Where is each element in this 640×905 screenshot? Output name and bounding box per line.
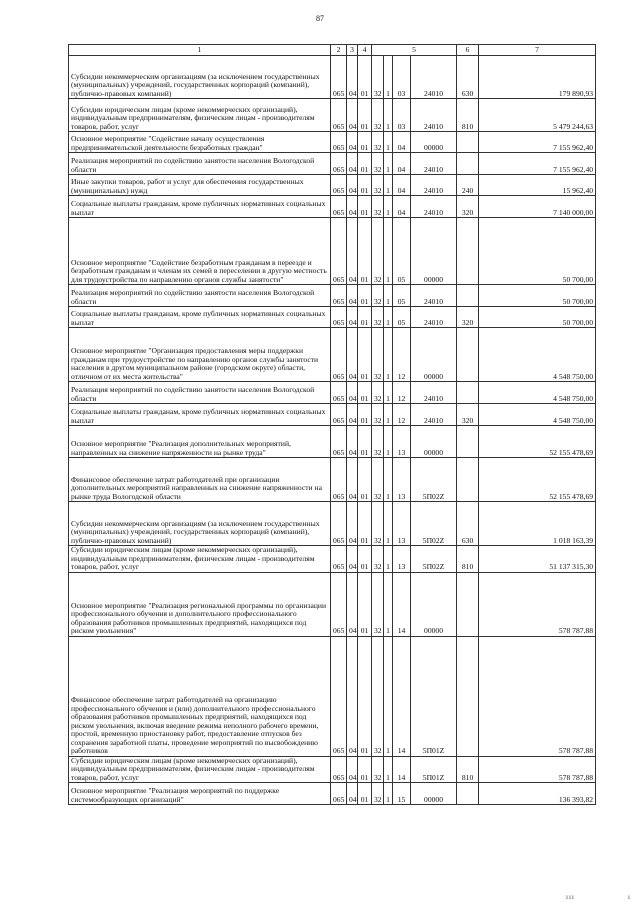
table-row	[69, 756, 596, 783]
table-row	[69, 153, 596, 175]
row-amount: 5 479 244,63	[479, 99, 596, 132]
row-amount: 578 787,88	[479, 636, 596, 756]
target-code-part-3: 14	[393, 572, 411, 636]
row-amount: 578 787,88	[479, 756, 596, 783]
target-code-part-4: 5П02Z	[411, 546, 457, 573]
row-amount: 52 155 478,69	[479, 426, 596, 458]
header-col-7: 7	[479, 45, 596, 56]
header-col-2: 2	[331, 45, 347, 56]
table-row	[69, 382, 596, 404]
row-description: Основное мероприятие "Реализация региональной программы по организации профессионального обучения и дополнительного профессионального образования работников промышленных предприятий, находящихся под риском увольнения"	[69, 572, 331, 636]
row-amount: 578 787,88	[479, 572, 596, 636]
col-3-code: 04	[347, 756, 358, 783]
row-amount: 51 137 315,30	[479, 546, 596, 573]
col-2-code: 065	[331, 382, 347, 404]
col-4-code: 01	[358, 572, 372, 636]
target-code-part-4: 24010	[411, 99, 457, 132]
col-6-code: 320	[457, 404, 479, 426]
row-description: Основное мероприятие "Содействие началу осуществления предпринимательской деятельности безработных граждан"	[69, 132, 331, 153]
col-6-code	[457, 426, 479, 458]
row-description: Основное мероприятие "Организация предоставления меры поддержки гражданам при трудоустройстве по направлению органов службы занятости населения в другом муниципальном районе (городском округе) области, отличном от их места жительства"	[69, 328, 331, 382]
target-code-part-3: 14	[393, 636, 411, 756]
col-4-code: 01	[358, 404, 372, 426]
col-2-code: 065	[331, 636, 347, 756]
target-code-part-2: 1	[384, 132, 393, 153]
row-description: Реализация мероприятий по содействию занятости населения Вологодской области	[69, 285, 331, 307]
col-2-code: 065	[331, 458, 347, 502]
col-4-code: 01	[358, 382, 372, 404]
target-code-part-3: 12	[393, 382, 411, 404]
col-6-code: 240	[457, 175, 479, 196]
row-amount: 15 962,40	[479, 175, 596, 196]
target-code-part-4: 24010	[411, 56, 457, 99]
col-2-code: 065	[331, 218, 347, 285]
target-code-part-4: 5П01Z	[411, 636, 457, 756]
col-6-code	[457, 132, 479, 153]
target-code-part-4: 5П02Z	[411, 502, 457, 546]
row-description: Субсидии юридическим лицам (кроме некоммерческих организаций), индивидуальным предпринимателям, физическим лицам - производителям товаров, работ, услуг	[69, 99, 331, 132]
col-3-code: 04	[347, 328, 358, 382]
target-code-part-3: 12	[393, 328, 411, 382]
target-code-part-2: 1	[384, 218, 393, 285]
row-description: Основное мероприятие "Содействие безработным гражданам в переезде и безработным гражданам и членам их семей в переселении в другую местность для трудоустройства по направлению органов службы занятости"	[69, 218, 331, 285]
row-description: Иные закупки товаров, работ и услуг для обеспечения государственных (муниципальных) нужд	[69, 175, 331, 196]
target-code-part-1: 32	[372, 196, 384, 218]
target-code-part-4: 00000	[411, 426, 457, 458]
col-2-code: 065	[331, 285, 347, 307]
col-2-code: 065	[331, 756, 347, 783]
table-row	[69, 285, 596, 307]
target-code-part-2: 1	[384, 153, 393, 175]
col-6-code	[457, 572, 479, 636]
col-6-code	[457, 783, 479, 805]
col-6-code: 810	[457, 546, 479, 573]
row-description: Социальные выплаты гражданам, кроме публичных нормативных социальных выплат	[69, 307, 331, 328]
target-code-part-1: 32	[372, 328, 384, 382]
col-3-code: 04	[347, 572, 358, 636]
target-code-part-3: 13	[393, 546, 411, 573]
col-6-code	[457, 636, 479, 756]
col-6-code: 810	[457, 99, 479, 132]
target-code-part-1: 32	[372, 132, 384, 153]
target-code-part-4: 24010	[411, 175, 457, 196]
col-4-code: 01	[358, 502, 372, 546]
target-code-part-3: 13	[393, 502, 411, 546]
col-6-code	[457, 328, 479, 382]
col-4-code: 01	[358, 458, 372, 502]
target-code-part-3: 12	[393, 404, 411, 426]
row-amount: 52 155 478,69	[479, 458, 596, 502]
col-4-code: 01	[358, 153, 372, 175]
target-code-part-2: 1	[384, 546, 393, 573]
col-6-code: 320	[457, 307, 479, 328]
col-2-code: 065	[331, 328, 347, 382]
header-col-4: 4	[358, 45, 372, 56]
table-row	[69, 546, 596, 573]
target-code-part-4: 24010	[411, 153, 457, 175]
col-3-code: 04	[347, 307, 358, 328]
col-2-code: 065	[331, 546, 347, 573]
row-description: Финансовое обеспечение затрат работодателей при организации дополнительных мероприятий направленных на снижение напряженности на рынке труда Вологодской области	[69, 458, 331, 502]
col-4-code: 01	[358, 132, 372, 153]
footer-mark: ııı	[566, 893, 575, 901]
col-4-code: 01	[358, 756, 372, 783]
table-row	[69, 56, 596, 99]
col-2-code: 065	[331, 426, 347, 458]
target-code-part-1: 32	[372, 426, 384, 458]
table-row	[69, 196, 596, 218]
col-6-code	[457, 218, 479, 285]
target-code-part-4: 00000	[411, 132, 457, 153]
header-col-5: 5	[372, 45, 457, 56]
table-row	[69, 458, 596, 502]
row-amount: 7 155 962,40	[479, 153, 596, 175]
target-code-part-1: 32	[372, 756, 384, 783]
target-code-part-1: 32	[372, 175, 384, 196]
target-code-part-4: 24010	[411, 307, 457, 328]
target-code-part-2: 1	[384, 175, 393, 196]
target-code-part-2: 1	[384, 572, 393, 636]
row-description: Реализация мероприятий по содействию занятости населения Вологодской области	[69, 153, 331, 175]
header-col-1: 1	[69, 45, 331, 56]
target-code-part-1: 32	[372, 572, 384, 636]
table-row	[69, 218, 596, 285]
col-6-code: 630	[457, 502, 479, 546]
col-3-code: 04	[347, 502, 358, 546]
col-3-code: 04	[347, 218, 358, 285]
header-row	[69, 45, 596, 56]
target-code-part-2: 1	[384, 328, 393, 382]
target-code-part-4: 00000	[411, 783, 457, 805]
col-3-code: 04	[347, 175, 358, 196]
target-code-part-2: 1	[384, 426, 393, 458]
target-code-part-1: 32	[372, 285, 384, 307]
target-code-part-4: 00000	[411, 572, 457, 636]
table-row	[69, 572, 596, 636]
col-4-code: 01	[358, 546, 372, 573]
target-code-part-2: 1	[384, 502, 393, 546]
col-6-code	[457, 458, 479, 502]
row-amount: 50 700,00	[479, 218, 596, 285]
col-4-code: 01	[358, 426, 372, 458]
row-amount: 4 548 750,00	[479, 404, 596, 426]
target-code-part-3: 03	[393, 99, 411, 132]
col-6-code	[457, 382, 479, 404]
col-6-code: 320	[457, 196, 479, 218]
row-description: Реализация мероприятий по содействию занятости населения Вологодской области	[69, 382, 331, 404]
col-3-code: 04	[347, 636, 358, 756]
table-row	[69, 426, 596, 458]
row-description: Субсидии некоммерческим организациям (за исключением государственных (муниципальных) учреждений, государственных корпораций (компаний), публично-правовых компаний)	[69, 56, 331, 99]
table-row	[69, 502, 596, 546]
table-row	[69, 404, 596, 426]
target-code-part-3: 04	[393, 153, 411, 175]
target-code-part-1: 32	[372, 99, 384, 132]
col-6-code	[457, 153, 479, 175]
target-code-part-3: 04	[393, 175, 411, 196]
table-row	[69, 783, 596, 805]
target-code-part-1: 32	[372, 382, 384, 404]
col-2-code: 065	[331, 175, 347, 196]
row-description: Социальные выплаты гражданам, кроме публичных нормативных социальных выплат	[69, 404, 331, 426]
target-code-part-4: 24010	[411, 404, 457, 426]
target-code-part-3: 05	[393, 218, 411, 285]
target-code-part-3: 13	[393, 458, 411, 502]
budget-table	[68, 44, 596, 805]
col-3-code: 04	[347, 426, 358, 458]
target-code-part-1: 32	[372, 502, 384, 546]
col-3-code: 04	[347, 153, 358, 175]
row-amount: 50 700,00	[479, 307, 596, 328]
col-4-code: 01	[358, 285, 372, 307]
row-description: Финансовое обеспечение затрат работодателей на организацию профессионального обучения и (или) дополнительного профессионального образования работников промышленных предприятий, находящихся под риском увольнения, включая введение режима неполного рабочего времени, простой, временную приостановку работ, предоставление отпусков без сохранения заработной платы, проведение мероприятий по высвобождению работников	[69, 636, 331, 756]
target-code-part-1: 32	[372, 307, 384, 328]
target-code-part-4: 5П02Z	[411, 458, 457, 502]
target-code-part-1: 32	[372, 458, 384, 502]
col-3-code: 04	[347, 99, 358, 132]
row-amount: 50 700,00	[479, 285, 596, 307]
col-6-code: 810	[457, 756, 479, 783]
col-6-code: 630	[457, 56, 479, 99]
target-code-part-2: 1	[384, 783, 393, 805]
row-description: Социальные выплаты гражданам, кроме публичных нормативных социальных выплат	[69, 196, 331, 218]
col-2-code: 065	[331, 196, 347, 218]
target-code-part-3: 03	[393, 56, 411, 99]
target-code-part-1: 32	[372, 783, 384, 805]
target-code-part-2: 1	[384, 196, 393, 218]
col-3-code: 04	[347, 196, 358, 218]
target-code-part-3: 14	[393, 756, 411, 783]
row-amount: 136 393,82	[479, 783, 596, 805]
col-3-code: 04	[347, 458, 358, 502]
target-code-part-4: 24010	[411, 285, 457, 307]
target-code-part-2: 1	[384, 404, 393, 426]
row-description: Субсидии некоммерческим организациям (за исключением государственных (муниципальных) учреждений, государственных корпораций (компаний), публично-правовых компаний)	[69, 502, 331, 546]
target-code-part-4: 24010	[411, 382, 457, 404]
target-code-part-3: 13	[393, 426, 411, 458]
col-2-code: 065	[331, 783, 347, 805]
target-code-part-4: 24010	[411, 196, 457, 218]
target-code-part-4: 5П01Z	[411, 756, 457, 783]
footer-mark-2: ı	[628, 893, 630, 901]
col-4-code: 01	[358, 175, 372, 196]
row-amount: 4 548 750,00	[479, 382, 596, 404]
col-4-code: 01	[358, 196, 372, 218]
col-4-code: 01	[358, 636, 372, 756]
col-2-code: 065	[331, 153, 347, 175]
target-code-part-2: 1	[384, 636, 393, 756]
header-col-6: 6	[457, 45, 479, 56]
col-4-code: 01	[358, 307, 372, 328]
col-2-code: 065	[331, 307, 347, 328]
col-2-code: 065	[331, 502, 347, 546]
target-code-part-1: 32	[372, 546, 384, 573]
col-4-code: 01	[358, 56, 372, 99]
target-code-part-1: 32	[372, 404, 384, 426]
row-description: Основное мероприятие "Реализация дополнительных мероприятий, направленных на снижение напряженности на рынке труда"	[69, 426, 331, 458]
target-code-part-2: 1	[384, 285, 393, 307]
target-code-part-3: 05	[393, 285, 411, 307]
target-code-part-2: 1	[384, 382, 393, 404]
col-3-code: 04	[347, 56, 358, 99]
row-amount: 4 548 750,00	[479, 328, 596, 382]
target-code-part-3: 04	[393, 132, 411, 153]
col-3-code: 04	[347, 132, 358, 153]
row-amount: 179 890,93	[479, 56, 596, 99]
table-row	[69, 328, 596, 382]
target-code-part-2: 1	[384, 99, 393, 132]
col-3-code: 04	[347, 546, 358, 573]
col-2-code: 065	[331, 132, 347, 153]
col-3-code: 04	[347, 783, 358, 805]
table-row	[69, 132, 596, 153]
target-code-part-1: 32	[372, 153, 384, 175]
header-col-3: 3	[347, 45, 358, 56]
target-code-part-4: 00000	[411, 218, 457, 285]
target-code-part-1: 32	[372, 636, 384, 756]
table-row	[69, 99, 596, 132]
col-2-code: 065	[331, 572, 347, 636]
row-amount: 1 018 163,39	[479, 502, 596, 546]
col-3-code: 04	[347, 404, 358, 426]
col-3-code: 04	[347, 382, 358, 404]
col-4-code: 01	[358, 218, 372, 285]
table-row	[69, 175, 596, 196]
target-code-part-3: 04	[393, 196, 411, 218]
page-number: 87	[316, 14, 324, 23]
target-code-part-2: 1	[384, 756, 393, 783]
target-code-part-1: 32	[372, 56, 384, 99]
col-4-code: 01	[358, 99, 372, 132]
col-4-code: 01	[358, 783, 372, 805]
row-description: Основное мероприятие "Реализация мероприятий по поддержке системообразующих организаций"	[69, 783, 331, 805]
row-description: Субсидии юридическим лицам (кроме некоммерческих организаций), индивидуальным предпринимателям, физическим лицам - производителям товаров, работ, услуг	[69, 546, 331, 573]
col-2-code: 065	[331, 56, 347, 99]
target-code-part-4: 00000	[411, 328, 457, 382]
col-2-code: 065	[331, 99, 347, 132]
table-row	[69, 636, 596, 756]
table-row	[69, 307, 596, 328]
target-code-part-2: 1	[384, 458, 393, 502]
target-code-part-3: 15	[393, 783, 411, 805]
target-code-part-2: 1	[384, 307, 393, 328]
col-2-code: 065	[331, 404, 347, 426]
row-amount: 7 155 962,40	[479, 132, 596, 153]
col-6-code	[457, 285, 479, 307]
row-description: Субсидии юридическим лицам (кроме некоммерческих организаций), индивидуальным предпринимателям, физическим лицам - производителям товаров, работ, услуг	[69, 756, 331, 783]
target-code-part-3: 05	[393, 307, 411, 328]
row-amount: 7 140 000,00	[479, 196, 596, 218]
col-3-code: 04	[347, 285, 358, 307]
col-4-code: 01	[358, 328, 372, 382]
target-code-part-1: 32	[372, 218, 384, 285]
target-code-part-2: 1	[384, 56, 393, 99]
